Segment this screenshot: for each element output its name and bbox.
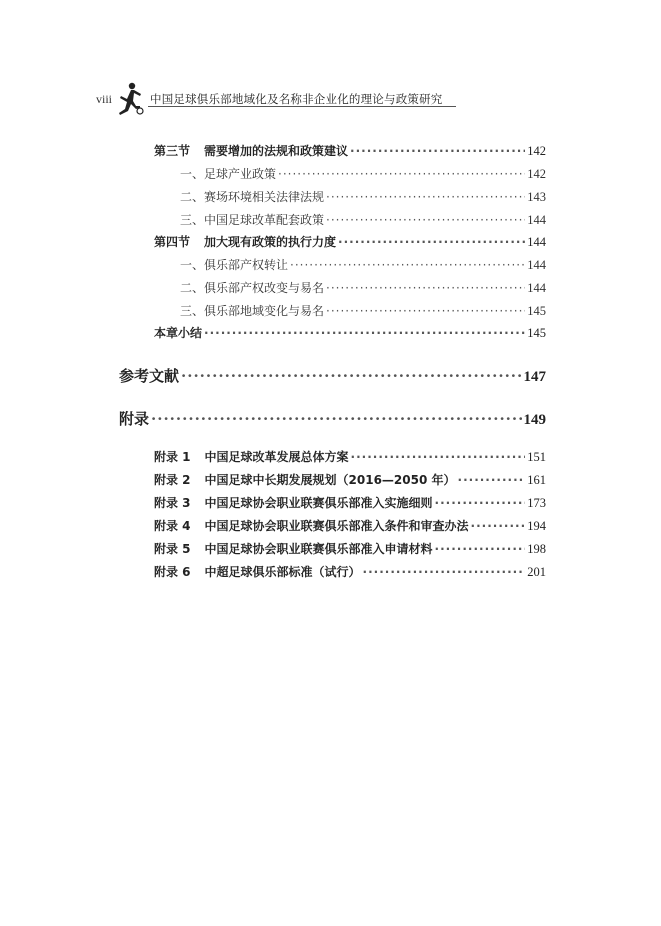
toc-appendix-item[interactable] <box>154 517 546 537</box>
leader-dots <box>338 235 525 249</box>
page-ref: 149 <box>523 412 546 428</box>
page-ref: 194 <box>527 519 546 533</box>
leader-dots <box>326 281 525 295</box>
page-ref: 147 <box>523 369 546 385</box>
page-ref: 144 <box>527 213 546 227</box>
running-title: 中国足球俱乐部地域化及名称非企业化的理论与政策研究 <box>150 92 443 106</box>
section-number: 第四节 <box>154 235 191 249</box>
page-ref: 145 <box>527 304 546 318</box>
item-title: 一、足球产业政策 <box>180 167 277 181</box>
leader-dots <box>326 190 525 204</box>
appendix-label: 附录 5 <box>154 542 191 556</box>
toc-section-3[interactable] <box>154 142 546 162</box>
item-title: 三、中国足球改革配套政策 <box>180 213 325 227</box>
leader-dots <box>290 258 525 272</box>
leader-dots <box>458 473 526 487</box>
toc-item[interactable] <box>180 279 546 299</box>
appendix-title: 附录 <box>119 410 150 428</box>
appendix-label: 附录 6 <box>154 565 191 579</box>
leader-dots <box>151 410 521 428</box>
appendix-label: 附录 4 <box>154 519 191 533</box>
page-ref: 173 <box>527 496 546 510</box>
item-title: 三、俱乐部地域变化与易名 <box>180 304 325 318</box>
leader-dots <box>204 326 525 340</box>
appendix-label: 附录 3 <box>154 496 191 510</box>
appendix-item-title: 中国足球协会职业联赛俱乐部准入条件和审查办法 <box>204 519 469 533</box>
section-title: 加大现有政策的执行力度 <box>204 235 337 249</box>
leader-dots <box>471 519 526 533</box>
header-rule <box>148 106 456 107</box>
page-ref: 161 <box>527 473 546 487</box>
leader-dots <box>435 542 526 556</box>
appendix-label: 附录 1 <box>154 450 191 464</box>
appendix-item-title: 中国足球中长期发展规划（2016—2050 年） <box>204 473 456 487</box>
leader-dots <box>350 144 525 158</box>
toc-appendix-item[interactable] <box>154 471 546 491</box>
page-ref: 144 <box>527 235 546 249</box>
item-title: 二、赛场环境相关法律法规 <box>180 190 325 204</box>
leader-dots <box>326 304 525 318</box>
toc-appendix-item[interactable] <box>154 448 546 468</box>
appendix-item-title: 中超足球俱乐部标准（试行） <box>204 565 361 579</box>
toc-item[interactable] <box>180 211 546 231</box>
leader-dots <box>435 496 526 510</box>
page-ref: 144 <box>527 258 546 272</box>
toc-item[interactable] <box>180 165 546 185</box>
references-title: 参考文献 <box>119 367 180 385</box>
toc-item[interactable] <box>180 256 546 276</box>
toc-appendix-item[interactable] <box>154 494 546 514</box>
summary-title: 本章小结 <box>154 326 203 340</box>
page-ref: 144 <box>527 281 546 295</box>
appendix-item-title: 中国足球协会职业联赛俱乐部准入实施细则 <box>204 496 433 510</box>
page-ref: 145 <box>527 326 546 340</box>
toc-item[interactable] <box>180 188 546 208</box>
section-title: 需要增加的法规和政策建议 <box>204 144 349 158</box>
leader-dots <box>351 450 526 464</box>
toc-appendix-item[interactable] <box>154 540 546 560</box>
item-title: 一、俱乐部产权转让 <box>180 258 289 272</box>
appendix-item-title: 中国足球协会职业联赛俱乐部准入申请材料 <box>204 542 433 556</box>
page-ref: 142 <box>527 144 546 158</box>
item-title: 二、俱乐部产权改变与易名 <box>180 281 325 295</box>
toc-appendix[interactable] <box>119 408 546 428</box>
appendix-label: 附录 2 <box>154 473 191 487</box>
leader-dots <box>363 565 526 579</box>
page-number: viii <box>96 92 113 106</box>
soccer-player-icon <box>116 82 146 116</box>
toc-references[interactable] <box>119 365 546 385</box>
toc-appendix-item[interactable] <box>154 563 546 583</box>
running-header <box>96 86 456 116</box>
page-ref: 142 <box>527 167 546 181</box>
section-number: 第三节 <box>154 144 191 158</box>
toc-chapter-summary[interactable] <box>154 324 546 344</box>
appendix-item-title: 中国足球改革发展总体方案 <box>204 450 349 464</box>
toc-item[interactable] <box>180 302 546 322</box>
leader-dots <box>326 213 525 227</box>
page-ref: 151 <box>527 450 546 464</box>
leader-dots <box>181 367 521 385</box>
toc-section-4[interactable] <box>154 233 546 253</box>
page-ref: 198 <box>527 542 546 556</box>
page-ref: 143 <box>527 190 546 204</box>
page-ref: 201 <box>527 565 546 579</box>
leader-dots <box>278 167 525 181</box>
